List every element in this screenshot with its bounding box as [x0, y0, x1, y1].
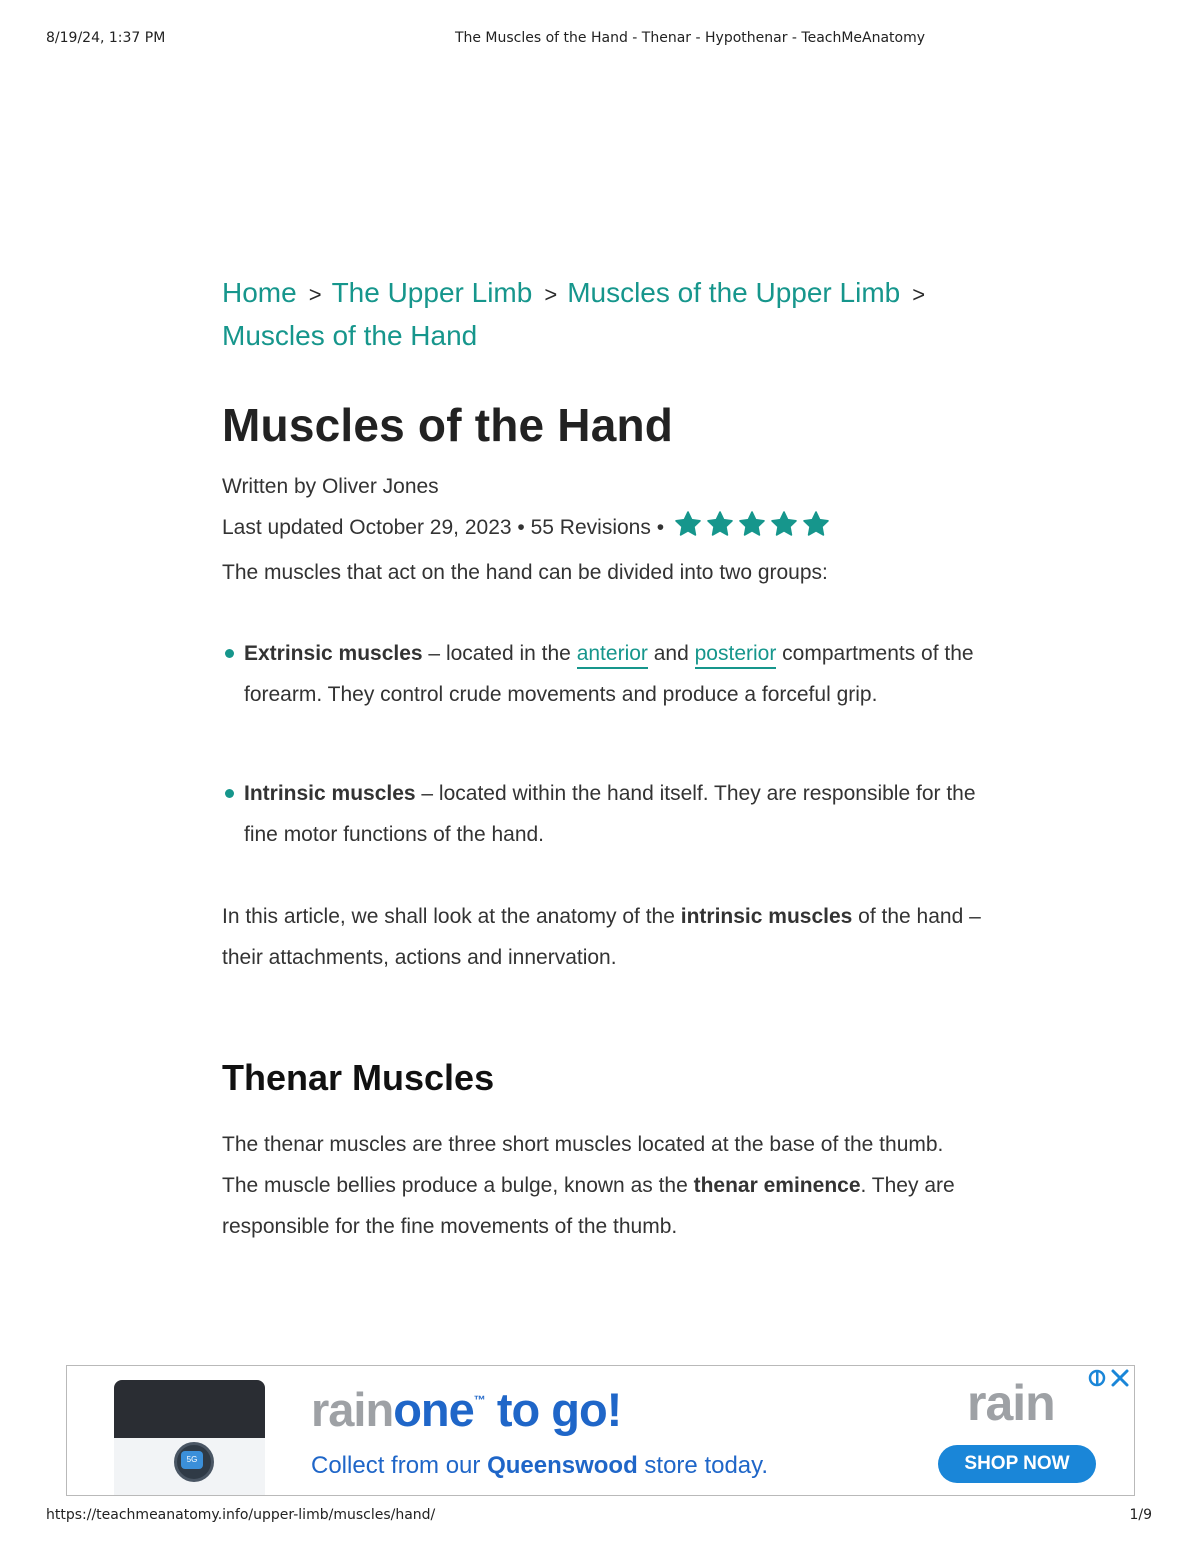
ad-headline-rain: rain	[311, 1383, 394, 1436]
chevron-right-icon: >	[544, 282, 558, 307]
star-icon[interactable]	[802, 510, 830, 538]
scope-bold: intrinsic muscles	[680, 905, 853, 928]
router-dial	[174, 1442, 214, 1482]
article-body	[222, 552, 982, 1247]
breadcrumb	[222, 272, 982, 356]
ad-sub-pre: Collect from our	[311, 1452, 488, 1479]
ad-headline-one: one	[393, 1383, 474, 1436]
star-icon[interactable]	[738, 510, 766, 538]
ad-headline	[311, 1382, 621, 1437]
breadcrumb-muscles-upper-limb[interactable]: Muscles of the Upper Limb	[567, 277, 901, 308]
extrinsic-text-mid: and	[647, 642, 695, 665]
revisions: 55 Revisions	[530, 516, 651, 539]
shop-now-button[interactable]: SHOP NOW	[938, 1445, 1096, 1483]
thenar-paragraph	[222, 1124, 982, 1247]
rain-logo: rain	[967, 1375, 1055, 1431]
meta-dot: •	[656, 516, 665, 539]
chevron-right-icon: >	[308, 282, 322, 307]
router-image	[114, 1380, 265, 1496]
anterior-link[interactable]: anterior	[577, 642, 648, 669]
intro-paragraph: The muscles that act on the hand can be divided into two groups:	[222, 561, 828, 584]
bullet-icon	[225, 789, 234, 798]
list-item	[222, 773, 982, 855]
star-icon[interactable]	[706, 510, 734, 538]
print-footer	[0, 1507, 1200, 1527]
list-item	[222, 633, 982, 715]
page-title: Muscles of the Hand	[222, 399, 674, 451]
print-url: https://teachmeanatomy.info/upper-limb/muscles/hand/	[46, 1507, 436, 1523]
breadcrumb-home[interactable]: Home	[222, 277, 297, 308]
chevron-right-icon: >	[912, 282, 926, 307]
bullet-icon	[225, 649, 234, 658]
extrinsic-text-pre: – located in the	[422, 642, 577, 665]
extrinsic-term: Extrinsic muscles	[244, 642, 423, 665]
ad-sub-post: store today.	[637, 1452, 769, 1479]
muscle-groups-list	[222, 633, 982, 855]
ad-sub-bold: Queenswood	[487, 1452, 638, 1479]
update-line	[222, 507, 982, 552]
meta-dot: •	[517, 516, 525, 539]
breadcrumb-muscles-hand[interactable]: Muscles of the Hand	[222, 320, 478, 351]
print-header	[0, 30, 1200, 50]
router-display: 5G	[181, 1451, 203, 1469]
author-line: Written by Oliver Jones	[222, 475, 439, 498]
star-icon[interactable]	[674, 510, 702, 538]
print-title: The Muscles of the Hand - Thenar - Hypothenar - TeachMeAnatomy	[454, 30, 926, 46]
ad-choices-icon[interactable]	[1088, 1367, 1132, 1389]
advertisement-banner[interactable]	[66, 1365, 1135, 1496]
last-updated: Last updated October 29, 2023	[222, 516, 512, 539]
article-scope-paragraph	[222, 896, 982, 978]
section-title-thenar: Thenar Muscles	[222, 1057, 495, 1098]
intrinsic-term: Intrinsic muscles	[244, 782, 416, 805]
breadcrumb-upper-limb[interactable]: The Upper Limb	[331, 277, 533, 308]
thenar-text-pre: The thenar muscles are three short muscles located at the base of the thumb. The muscle bellies produce a bulge, known as the	[222, 1133, 944, 1197]
scope-text-pre: In this article, we shall look at the anatomy of the	[222, 905, 681, 928]
thenar-text-post: . They are responsible for the fine movements of the thumb.	[222, 1174, 955, 1238]
article-content	[222, 272, 982, 1247]
extrinsic-text-post: compartments of the forearm. They control crude movements and produce a forceful grip.	[244, 642, 974, 706]
close-icon	[1113, 1371, 1127, 1385]
posterior-link[interactable]: posterior	[695, 642, 777, 669]
thenar-bold: thenar eminence	[693, 1174, 861, 1197]
ad-headline-rest: to go!	[484, 1383, 622, 1436]
rating-stars[interactable]	[674, 510, 834, 552]
ad-subtext	[311, 1452, 768, 1480]
ad-headline-tm: ™	[473, 1393, 485, 1407]
scope-text-post: of the hand – their attachments, actions and innervation.	[222, 905, 981, 969]
print-date: 8/19/24, 1:37 PM	[46, 30, 166, 46]
star-icon[interactable]	[770, 510, 798, 538]
intrinsic-text: – located within the hand itself. They are responsible for the fine motor functions of the hand.	[244, 782, 976, 846]
print-page-number: 1/9	[1129, 1507, 1152, 1523]
